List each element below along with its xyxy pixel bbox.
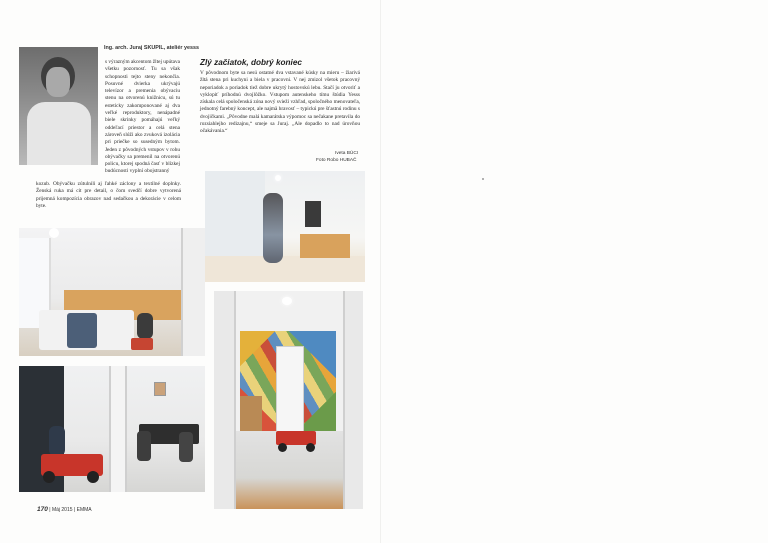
ceiling-lamp (282, 297, 292, 305)
white-door (276, 346, 304, 433)
wooden-desk (300, 234, 350, 258)
wallpaper-doorway-photo (214, 291, 363, 509)
article-column-1: s výrazným akcentom žltej upútava všetku pozornosť. Tu sa však schopnosti tejto steny nekončia. Posuvné dvierka ukrývajú televízor a premenia obývaciu stenu na otvorenú knižnicu, sú tu esteticky zakomponované aj dva veľké reproduktory, nenápadné biele skrinky pomáhajú veľký oddeľací priestor a celá stena zároveň slúži ako zvuková izolácia pri priečke so susedným bytom. Jeden z pôvodných vstupov v rohu obývačky sa premenil na otvorenú policu, ktorej spodná časť v blízkej budúcnosti vyplní obojstranný (105, 59, 181, 175)
byline: Ing. arch. Juraj SKUPIL, ateliér yesss (104, 45, 199, 51)
dining-chair (179, 432, 193, 462)
footer-separator: | (49, 507, 52, 513)
toy (131, 338, 153, 350)
author-credit: Iveta BÚCI (335, 151, 359, 156)
page-number: 170 (37, 506, 48, 513)
door-frame (109, 366, 127, 492)
issue-date: Máj 2015 (51, 507, 73, 513)
hallway-floor (205, 256, 365, 282)
bedroom-lamp (49, 228, 59, 238)
section-heading: Zlý začiatok, dobrý koniec (200, 58, 302, 67)
open-door-left (214, 291, 236, 509)
open-door-right (343, 291, 363, 509)
photo-credit: Foto Robo HUBAČ (316, 158, 357, 163)
wagon-wheel (87, 471, 99, 483)
wooden-dresser (240, 396, 262, 431)
wagon-wheel (306, 443, 315, 452)
ceiling-lamp (275, 175, 281, 181)
wagon-wheel (278, 443, 287, 452)
portrait-shirt (27, 102, 91, 165)
footer-separator: | (73, 507, 77, 513)
article-column-1-continued: kozub. Obývačku zútulnili aj ľahké záclony a textilné doplnky. Ženská ruka má cit pre detail, o čom svedčí dobre vytvorená prijemná kompozícia obrazov nad sedačkou a dekorácie v celom byte. (36, 181, 181, 209)
walking-person (263, 193, 283, 263)
blanket (67, 313, 97, 348)
wall-picture (154, 382, 166, 396)
hallway-photo (205, 171, 365, 282)
article-column-2: V pôvodnom byte sa nesú ostatné dva vstavané kúsky na mieru – žiarivá žltá stena pri kuchyni a biela v pracovni. V nej zmizol všetok pracovný neporiadok a poriadok tiež dobre ukrytý hostovskú lebu. Stačí ju otvoriť a vyklopiť príhodnú dvojlôžko. Vstupom autenskeho tímu štúdia Yesss získala celá spoločenská zóna nový svieži vzhľad, spoločného menovateľa, jednotný farebný koncept, ale najmä hravosť – typickú pre šťastnú rodinu s dvojičkami. „Pôvodne malá kamarátska výpomoc sa nečakane pretavila do rozsiahlejho redizajnu,“ smeje sa Juraj. „Ale dopadlo to nad úrovňou očakávania.“ (200, 70, 360, 135)
page-footer (37, 506, 92, 513)
magazine-name: EMMA (76, 507, 92, 513)
child (49, 426, 65, 456)
dining-area-photo (19, 366, 205, 492)
dining-chair (137, 431, 151, 461)
scan-speck (482, 178, 484, 180)
bedroom-photo (19, 228, 205, 356)
scan-edge (380, 0, 381, 543)
bedroom-door (181, 228, 205, 356)
wall-shelf (305, 201, 321, 227)
child (137, 313, 153, 339)
architect-portrait-photo (19, 47, 98, 165)
wagon-wheel (43, 471, 55, 483)
portrait-face (46, 67, 70, 97)
